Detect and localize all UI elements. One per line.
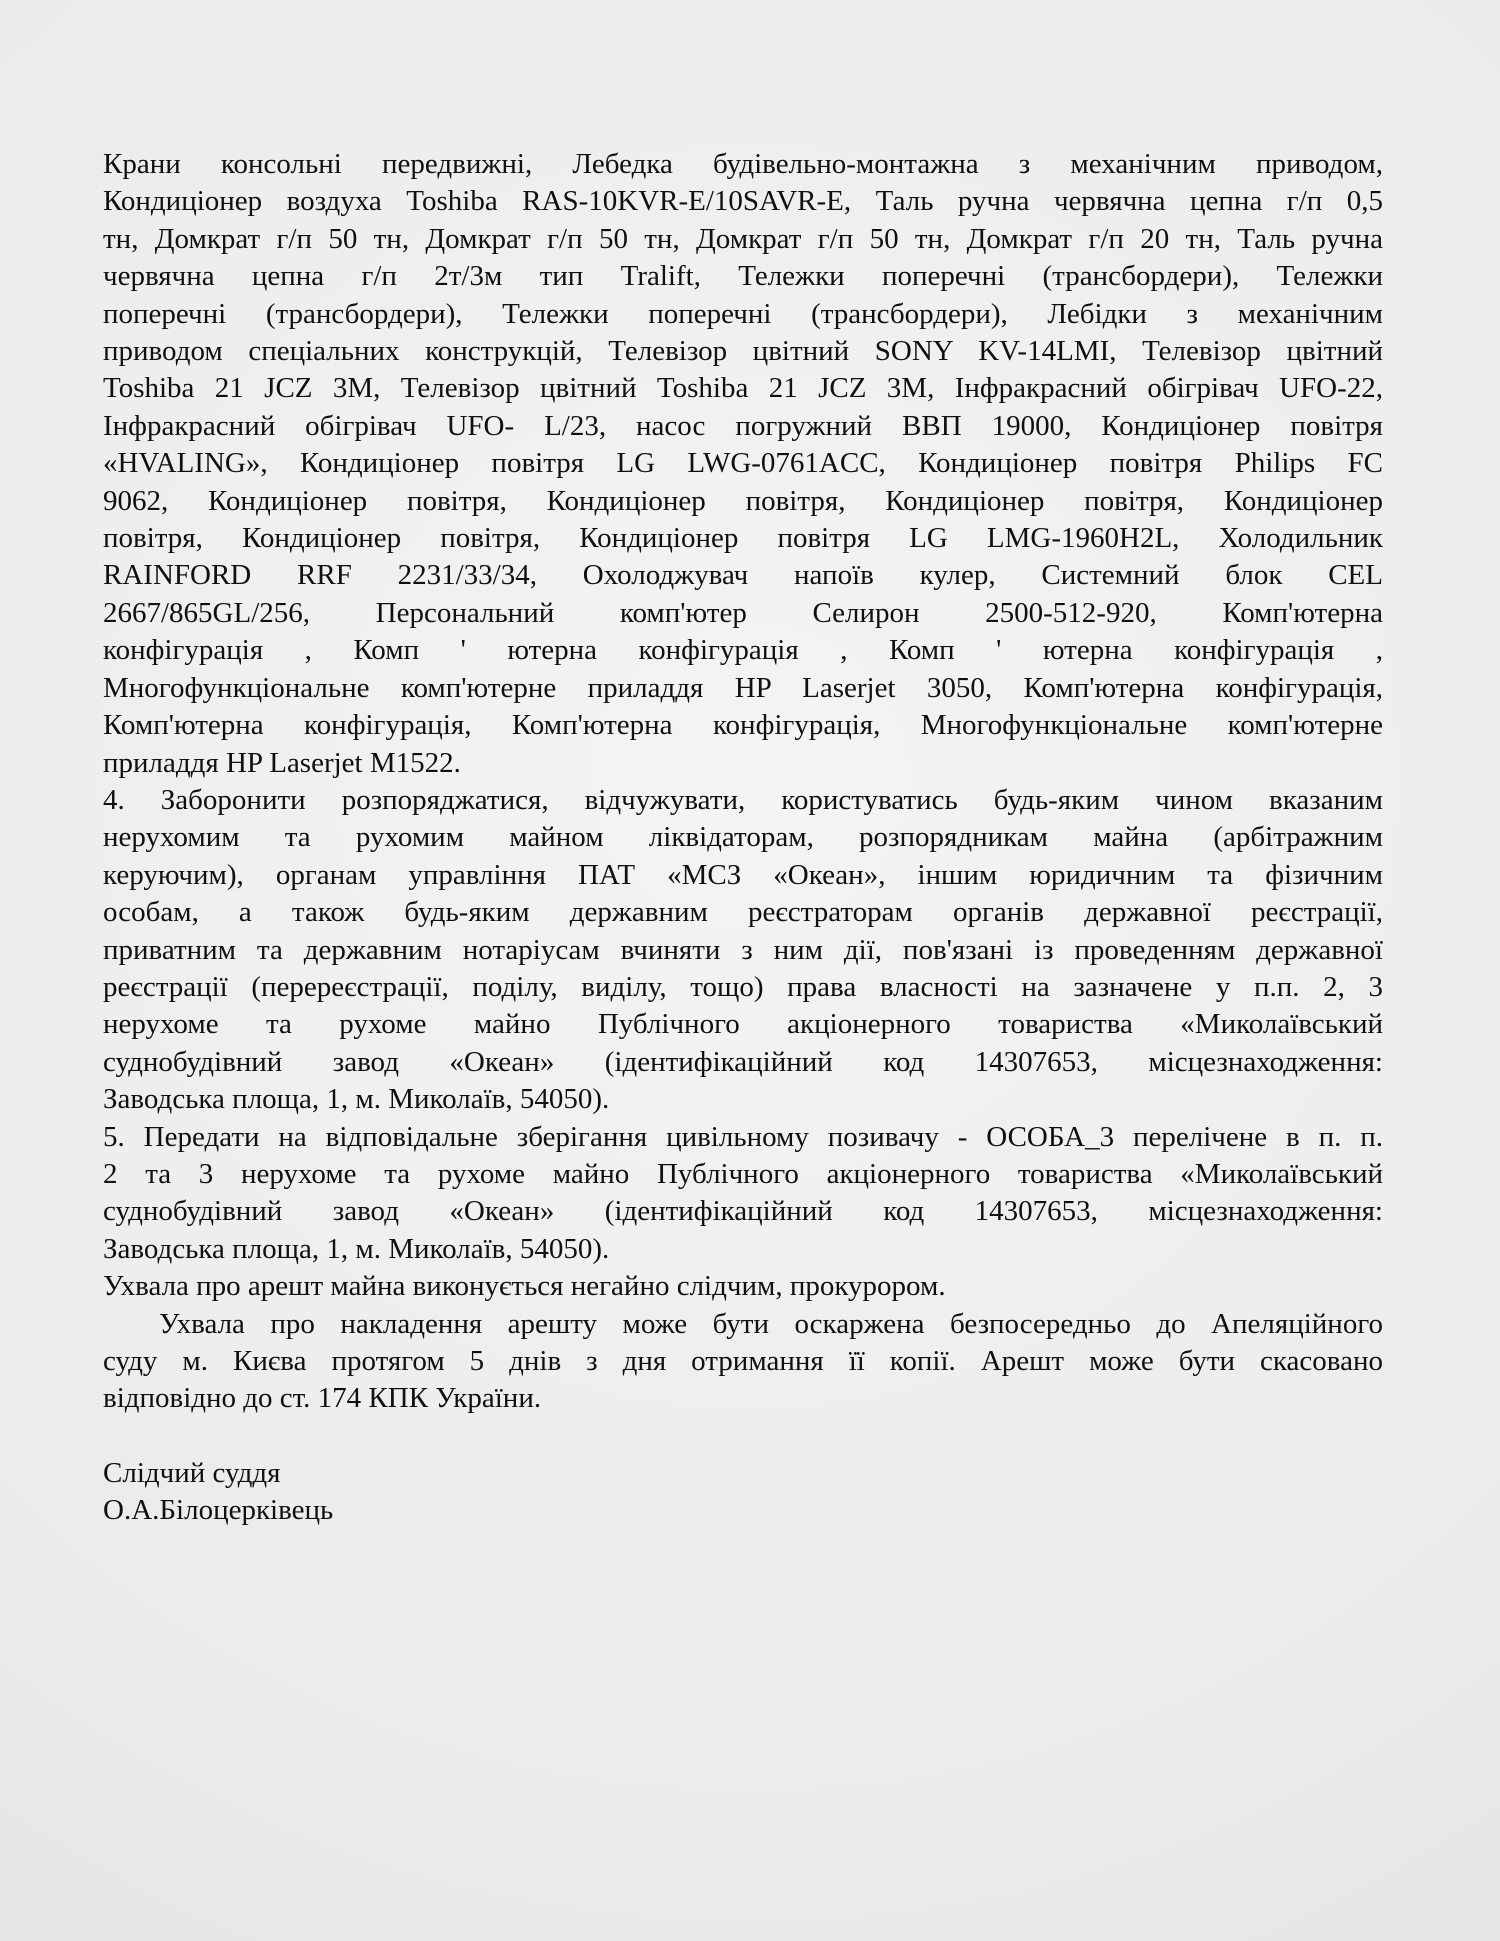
signature-name: О.А.Білоцерківець — [103, 1494, 334, 1527]
text-line: RAINFORD RRF 2231/33/34, Охолоджувач напоїв кулер, Системний блок CEL — [103, 559, 1383, 592]
text-line: особам, а також будь-яким державним реєстраторам органів державної реєстрації, — [103, 896, 1383, 929]
paragraph-0 — [103, 146, 1383, 782]
text-line: суду м. Києва протягом 5 днів з дня отримання її копії. Арешт може бути скасовано — [103, 1345, 1383, 1377]
paragraphs-container — [103, 146, 1383, 1418]
text-line: відповідно до ст. 174 КПК України. — [103, 1382, 542, 1415]
text-line: 9062, Кондиціонер повітря, Кондиціонер повітря, Кондиціонер повітря, Кондиціонер — [103, 484, 1383, 517]
text-line: суднобудівний завод «Океан» (ідентифікаційний код 14307653, місцезнаходження: — [103, 1195, 1383, 1228]
text-line: нерухомим та рухомим майном ліквідаторам, розпорядникам майна (арбітражним — [103, 821, 1383, 854]
text-line: 5. Передати на відповідальне зберігання цивільному позивачу - ОСОБА_3 перелічене в п. п. — [103, 1120, 1383, 1153]
text-line: Кондиціонер воздуха Toshiba RAS-10KVR-E/10SAVR-E, Таль ручна червячна цепна г/п 0,5 — [103, 185, 1383, 218]
text-line: приладдя HP Laserjet M1522. — [103, 746, 461, 779]
text-line: «HVALING», Кондиціонер повітря LG LWG-0761ACC, Кондиціонер повітря Philips FC — [103, 447, 1383, 480]
text-line: Заводська площа, 1, м. Миколаїв, 54050). — [103, 1083, 610, 1116]
signature-block — [103, 1455, 1383, 1530]
text-line: повітря, Кондиціонер повітря, Кондиціонер повітря LG LMG-1960H2L, Холодильник — [103, 522, 1383, 555]
paragraph-2 — [103, 1119, 1383, 1269]
text-line: реєстрації (перереєстрації, поділу, виділу, тощо) права власності на зазначене у п.п. 2, 3 — [103, 970, 1383, 1003]
text-line: поперечні (трансбордери), Тележки поперечні (трансбордери), Лебідки з механічним — [103, 297, 1383, 330]
text-line: конфігурація , Комп ' ютерна конфігурація , Комп ' ютерна конфігурація , — [103, 634, 1383, 667]
text-line: Ухвала про арешт майна виконується негайно слідчим, прокурором. — [103, 1270, 946, 1303]
text-line: Заводська площа, 1, м. Миколаїв, 54050). — [103, 1232, 610, 1265]
text-line: 4. Заборонити розпоряджатися, відчужувати, користуватись будь-яким чином вказаним — [103, 783, 1383, 816]
text-line: керуючим), органам управління ПАТ «МСЗ «Океан», іншим юридичним та фізичним — [103, 858, 1383, 891]
text-line: приватним та державним нотаріусам вчиняти з ним дії, пов'язані із проведенням державної — [103, 933, 1383, 966]
text-line: 2667/865GL/256, Персональний комп'ютер Селирон 2500-512-920, Комп'ютерна — [103, 596, 1383, 629]
text-line: Крани консольні передвижні, Лебедка будівельно-монтажна з механічним приводом, — [103, 148, 1383, 180]
text-line: приводом спеціальних конструкцій, Телевізор цвітний SONY KV-14LMI, Телевізор цвітний — [103, 335, 1383, 368]
paragraph-3 — [103, 1268, 1383, 1305]
text-line: Многофункціональне комп'ютерне приладдя HP Laserjet 3050, Комп'ютерна конфігурація, — [103, 671, 1383, 704]
paragraph-1 — [103, 782, 1383, 1119]
text-line: Інфракрасний обігрівач UFO- L/23, насос погружний ВВП 19000, Кондиціонер повітря — [103, 409, 1383, 442]
text-line: нерухоме та рухоме майно Публічного акціонерного товариства «Миколаївський — [103, 1008, 1383, 1041]
text-line: червячна цепна г/п 2т/3м тип Tralift, Тележки поперечні (трансбордери), Тележки — [103, 260, 1383, 293]
text-line: Toshiba 21 JCZ 3M, Телевізор цвітний Toshiba 21 JCZ 3M, Інфракрасний обігрівач UFO-22, — [103, 372, 1383, 405]
text-line: тн, Домкрат г/п 50 тн, Домкрат г/п 50 тн, Домкрат г/п 50 тн, Домкрат г/п 20 тн, Таль ручна — [103, 222, 1383, 255]
signature-role: Слідчий суддя — [103, 1456, 281, 1489]
document-body — [103, 146, 1383, 1530]
text-line: Комп'ютерна конфігурація, Комп'ютерна конфігурація, Многофункціональне комп'ютерне — [103, 709, 1383, 742]
paragraph-4 — [103, 1306, 1383, 1418]
text-line: суднобудівний завод «Океан» (ідентифікаційний код 14307653, місцезнаходження: — [103, 1045, 1383, 1078]
text-line: 2 та 3 нерухоме та рухоме майно Публічного акціонерного товариства «Миколаївський — [103, 1157, 1383, 1190]
text-line: Ухвала про накладення арешту може бути оскаржена безпосередньо до Апеляційного — [159, 1307, 1383, 1340]
